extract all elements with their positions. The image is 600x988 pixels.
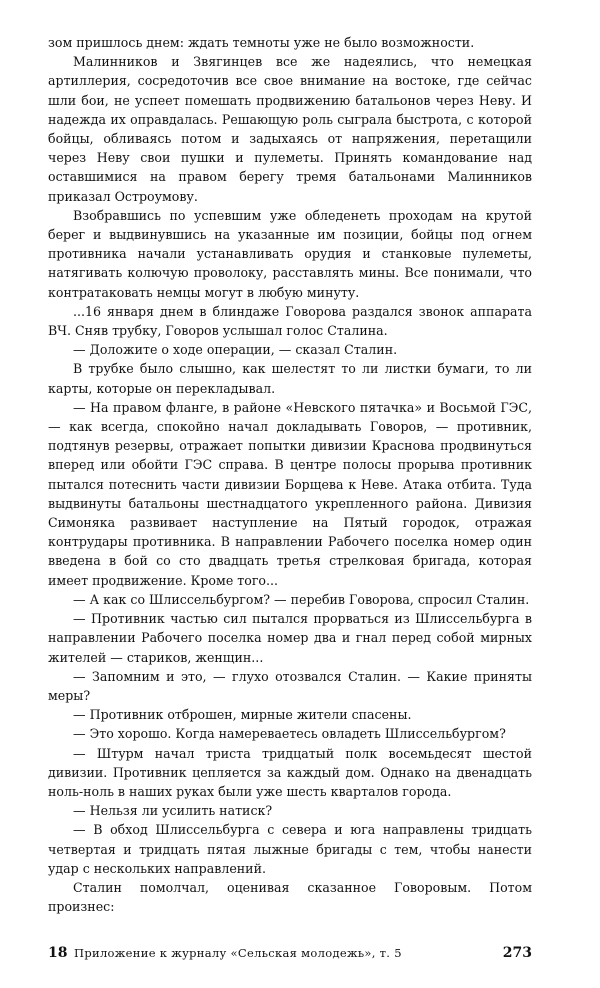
paragraph: Взобравшись по успевшим уже обледенеть проходам на крутой берег и выдвинувшись на указанные им позиции, бойцы под огнем противника начали устанавливать орудия и станковые пулеметы, натягивать колючую проволоку, расставлять мины. Все понимали, что контратаковать немцы могут в любую минуту. bbox=[48, 207, 532, 300]
paragraph: — На правом фланге, в районе «Невского пятачка» и Восьмой ГЭС, — как всегда, спокойно начал докладывать Говоров, — противник, подтянув резервы, отражает попытки дивизии Краснова продвинуться вперед или обойти ГЭС справа. В центре полосы прорыва противник пытался потеснить части дивизии Борщева к Неве. Атака отбита. Туда выдвинуты батальоны шестнадцатого укрепленного района. Дивизия Симоняка развивает наступление на Пятый городок, отражая контрудары противника. В направлении Рабочего поселка номер один введена в бой со сто двадцать третья стрелковая бригада, которая имеет продвижение. Кроме того... bbox=[48, 399, 532, 588]
paragraph: — А как со Шлиссельбургом? — перебив Говорова, спросил Сталин. bbox=[73, 591, 530, 607]
paragraph: — Это хорошо. Когда намереваетесь овладеть Шлиссельбургом? bbox=[73, 726, 506, 742]
paragraph: — Противник частью сил пытался прорваться из Шлиссельбурга в направлении Рабочего поселка номер два и гнал перед собой мирных жителей — стариков, женщин... bbox=[48, 611, 532, 665]
paragraph: ...16 января днем в блиндаже Говорова раздался звонок аппарата ВЧ. Сняв трубку, Говоров услышал голос Сталина. bbox=[48, 303, 532, 339]
paragraph: В трубке было слышно, как шелестят то ли листки бумаги, то ли карты, которые он перекладывал. bbox=[48, 361, 532, 396]
paragraph: — Противник отброшен, мирные жители спасены. bbox=[73, 707, 412, 723]
journal-title: Приложение к журналу «Сельская молодежь», т. 5 bbox=[74, 946, 402, 960]
paragraph: — Штурм начал триста тридцатый полк восемьдесят шестой дивизии. Противник цепляется за каждый дом. Однако на двенадцать ноль-ноль в наших руках были уже шесть кварталов города. bbox=[48, 745, 532, 799]
paragraph: Сталин помолчал, оценивая сказанное Говоровым. Потом произнес: bbox=[48, 879, 532, 915]
paragraph: Малинников и Звягинцев все же надеялись, что немецкая артиллерия, сосредоточив все свое внимание на востоке, где сейчас шли бои, не успеет помешать продвижению батальонов через Неву. И надежда их оправдалась. Решающую роль сыграла быстрота, с которой бойцы, обливаясь потом и задыхаясь от напряжения, перетащили через Неву свои пушки и пулеметы. Принять командование над оставшимися на правом берегу тремя батальонами Малинников приказал Остроумову. bbox=[48, 54, 532, 204]
right-page-number: 273 bbox=[502, 945, 532, 961]
paragraph: — Запомним и это, — глухо отозвался Сталин. — Какие приняты меры? bbox=[48, 668, 532, 703]
paragraph: — В обход Шлиссельбурга с севера и юга направлены тридцать четвертая и тридцать пятая лыжные бригады с тем, чтобы нанести удар с нескольких направлений. bbox=[48, 822, 532, 876]
paragraph: зом пришлось днем: ждать темноты уже не было возможности. bbox=[48, 35, 475, 50]
paragraph: — Нельзя ли усилить натиск? bbox=[73, 803, 273, 819]
paragraph: — Доложите о ходе операции, — сказал Сталин. bbox=[73, 342, 398, 358]
page-footer bbox=[48, 945, 532, 965]
body-text bbox=[48, 33, 532, 916]
left-page-number: 18 bbox=[48, 945, 68, 961]
